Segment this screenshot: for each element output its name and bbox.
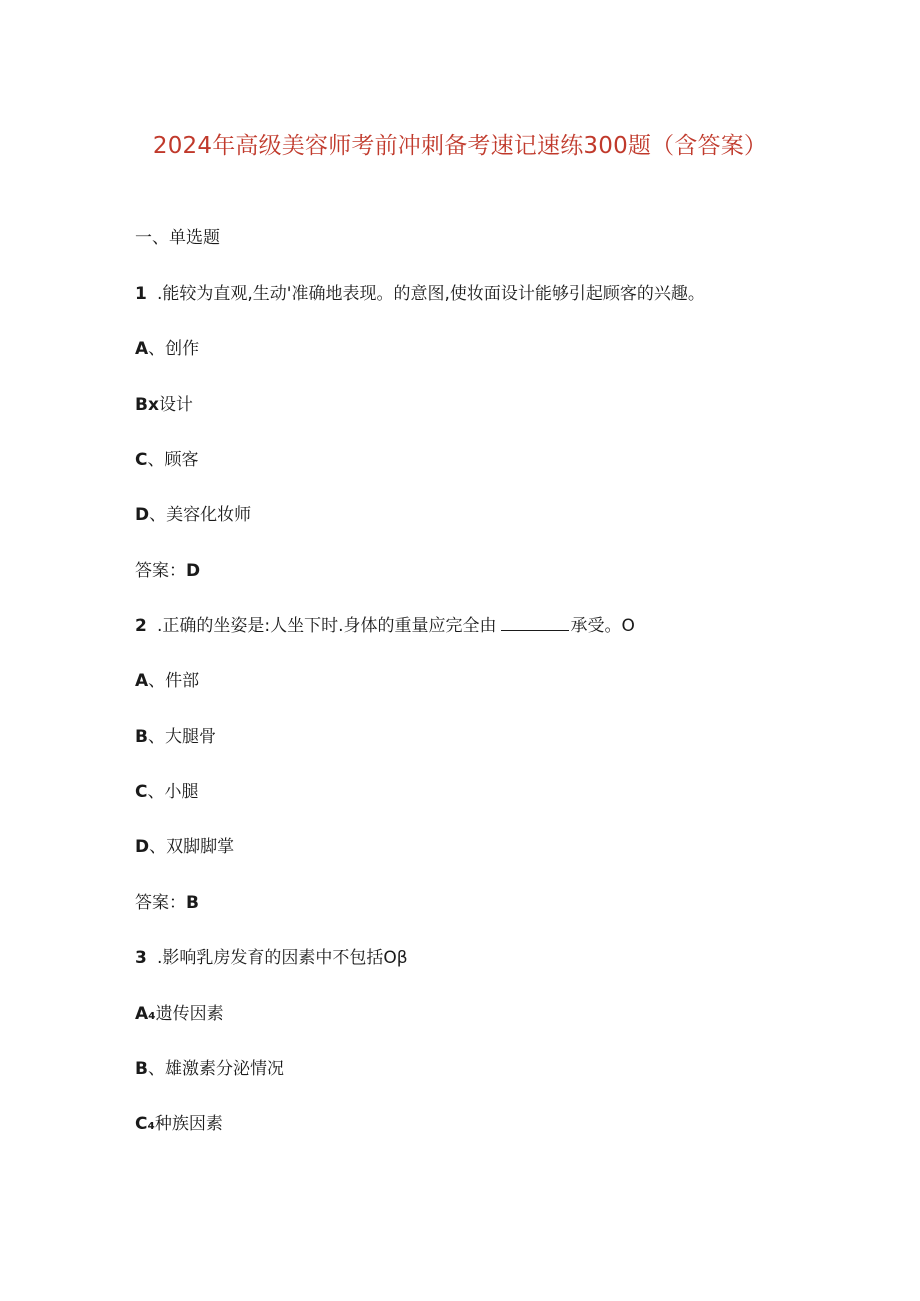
option-text: 种族因素 <box>154 1114 223 1134</box>
option-text: 小腿 <box>164 782 199 802</box>
question-1-option-b <box>135 393 193 417</box>
question-1-option-c <box>135 448 198 472</box>
question-text-after-blank: 承受。O <box>570 616 635 636</box>
option-letter: B <box>135 727 148 747</box>
question-1-option-d <box>135 503 251 527</box>
option-separator: 、 <box>147 450 165 470</box>
section-heading: 一、单选题 <box>135 228 220 248</box>
question-text-before-blank: .正确的坐姿是:人坐下时.身体的重量应完全由 <box>157 616 497 636</box>
option-text: 雄激素分泌情况 <box>164 1059 284 1079</box>
option-letter: C₄ <box>135 1114 155 1134</box>
question-1-answer <box>135 559 200 583</box>
option-letter: A <box>135 339 149 359</box>
option-text: 件部 <box>165 671 200 691</box>
answer-label: 答案： <box>135 893 186 913</box>
question-text: .影响乳房发育的因素中不包括Oβ <box>157 948 408 968</box>
option-separator: 、 <box>149 837 167 857</box>
option-text: 双脚脚掌 <box>166 837 235 857</box>
option-letter: A <box>135 671 149 691</box>
document-title: 2024年高级美容师考前冲刺备考速记速练300题（含答案） <box>152 133 768 159</box>
question-2-option-c <box>135 780 198 804</box>
option-text: 创作 <box>165 339 200 359</box>
question-2-answer <box>135 891 199 915</box>
option-text: 顾客 <box>164 450 199 470</box>
question-1-option-a <box>135 337 199 361</box>
question-3-option-b <box>135 1057 284 1081</box>
question-1-stem <box>135 282 705 306</box>
question-number: 3 <box>135 948 147 968</box>
question-2-stem <box>135 614 635 638</box>
option-letter: Bx <box>135 395 159 415</box>
question-number: 1 <box>135 284 147 304</box>
question-2-option-d <box>135 835 234 859</box>
option-separator: 、 <box>148 339 166 359</box>
question-3-option-a <box>135 1002 224 1026</box>
option-text: 设计 <box>158 395 193 415</box>
option-text: 美容化妆师 <box>166 505 252 525</box>
option-text: 遗传因素 <box>155 1004 224 1024</box>
answer-value: B <box>186 893 199 913</box>
question-3-stem <box>135 946 408 970</box>
option-separator: 、 <box>147 1059 165 1079</box>
option-letter: C <box>135 450 148 470</box>
option-separator: 、 <box>147 782 165 802</box>
answer-label: 答案： <box>135 561 186 581</box>
question-text: .能较为直观,生动'准确地表现。的意图,使妆面设计能够引起顾客的兴趣。 <box>157 284 705 304</box>
question-3-option-c <box>135 1112 223 1136</box>
option-letter: C <box>135 782 148 802</box>
option-text: 大腿骨 <box>164 727 216 747</box>
fill-in-blank <box>501 616 569 631</box>
option-letter: D <box>135 837 150 857</box>
option-letter: A₄ <box>135 1004 156 1024</box>
question-2-option-a <box>135 669 199 693</box>
option-separator: 、 <box>148 671 166 691</box>
option-letter: B <box>135 1059 148 1079</box>
option-separator: 、 <box>147 727 165 747</box>
option-letter: D <box>135 505 150 525</box>
question-number: 2 <box>135 616 147 636</box>
answer-value: D <box>186 561 201 581</box>
question-2-option-b <box>135 725 216 749</box>
option-separator: 、 <box>149 505 167 525</box>
